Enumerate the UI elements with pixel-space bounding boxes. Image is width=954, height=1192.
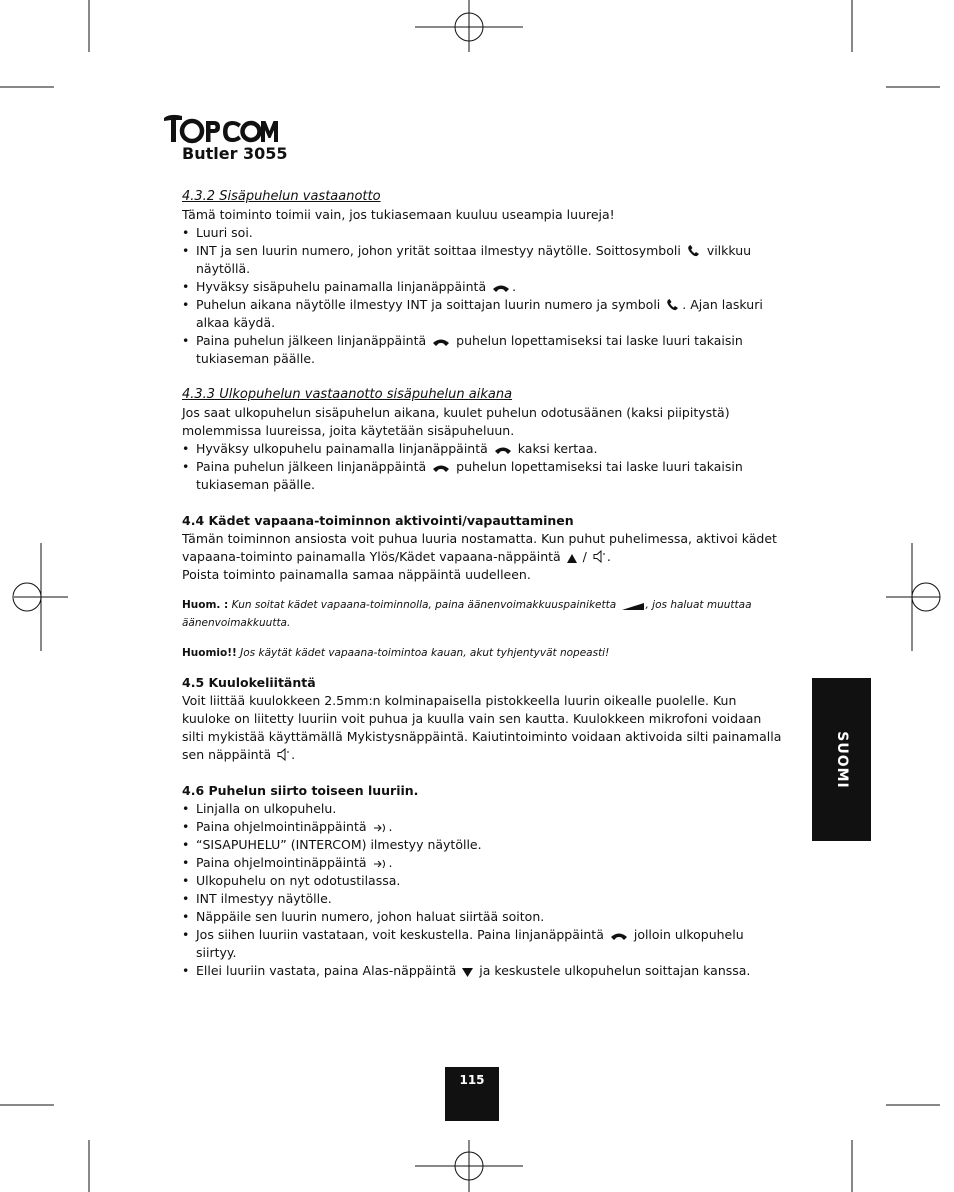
list-item: • Ulkopuhelu on nyt odotustilassa. [182, 872, 782, 890]
volume-icon [622, 603, 644, 610]
note: Huomio!! Jos käytät kädet vapaana-toimintoa kauan, akut tyhjentyvät nopeasti! [182, 647, 610, 659]
line-key-icon [610, 931, 628, 941]
list-item: • Puhelun aikana näytölle ilmestyy INT ja soittajan luurin numero ja symboli . Ajan laskuri alkaa käydä. [182, 296, 782, 332]
list-item: • Paina puhelun jälkeen linjanäppäintä puhelun lopettamiseksi tai laske luuri takaisin tukiaseman päälle. [182, 458, 782, 494]
language-tab-label: SUOMI [833, 730, 850, 789]
line-key-icon [494, 445, 512, 455]
paragraph: Voit liittää kuulokkeen 2.5mm:n kolminapaisella pistokkeella luurin oikealle puolelle. Kun kuuloke on liitetty luuriin voit puhua ja kuulla vain sen kautta. Kuulokkeen mikrofoni voidaan silti mykistää käyttämällä Mykistysnäppäintä. Kaiutintoiminto voidaan aktivoida silti painamalla sen näppäintä . [182, 693, 782, 762]
down-arrow-icon [462, 968, 473, 977]
product-model: Butler 3055 [182, 144, 288, 163]
line-key-icon [432, 337, 450, 347]
section-heading-4-5: 4.5 Kuulokeliitäntä [182, 675, 316, 690]
list-item: • Hyväksy sisäpuhelu painamalla linjanäppäintä . [182, 278, 782, 296]
bullet-list [182, 224, 782, 368]
bullet-list [182, 800, 782, 980]
list-item: • Ellei luuriin vastata, paina Alas-näppäintä ja keskustele ulkopuhelun soittajan kanssa. [182, 962, 782, 980]
page-number: 115 [445, 1067, 499, 1121]
topcom-logo [162, 112, 280, 146]
list-item: • Paina puhelun jälkeen linjanäppäintä puhelun lopettamiseksi tai laske luuri takaisin tukiaseman päälle. [182, 332, 782, 368]
line-key-icon [432, 463, 450, 473]
list-item: • INT ja sen luurin numero, johon yrität soittaa ilmestyy näytölle. Soittosymboli vilkkuu näytöllä. [182, 242, 782, 278]
section-heading-4-3-2: 4.3.2 Sisäpuhelun vastaanotto [182, 189, 381, 204]
speaker-icon [277, 748, 289, 761]
list-item: • Luuri soi. [182, 224, 782, 242]
bullet-list [182, 440, 782, 494]
list-item: • Linjalla on ulkopuhelu. [182, 800, 782, 818]
phone-ring-icon [666, 299, 680, 311]
note: Huom. : Kun soitat kädet vapaana-toiminnolla, paina äänenvoimakkuuspainiketta , jos haluat muuttaa äänenvoimakkuutta. [182, 599, 752, 629]
language-tab [812, 678, 871, 841]
list-item: • Näppäile sen luurin numero, johon haluat siirtää soiton. [182, 908, 782, 926]
list-item: • Paina ohjelmointinäppäintä . [182, 854, 782, 872]
section-heading-4-4: 4.4 Kädet vapaana-toiminnon aktivointi/vapauttaminen [182, 513, 574, 528]
line-key-icon [492, 283, 510, 293]
note-label: Huomio!! [182, 647, 237, 659]
paragraph: Jos saat ulkopuhelun sisäpuhelun aikana, kuulet puhelun odotusäänen (kaksi piipitystä) molemmissa luureissa, joita käytetään sisäpuheluun. [182, 405, 730, 438]
list-item: • “SISAPUHELU” (INTERCOM) ilmestyy näytölle. [182, 836, 782, 854]
list-item: • Hyväksy ulkopuhelu painamalla linjanäppäintä kaksi kertaa. [182, 440, 782, 458]
section-heading-4-6: 4.6 Puhelun siirto toiseen luuriin. [182, 783, 419, 798]
list-item: • Paina ohjelmointinäppäintä . [182, 818, 782, 836]
speaker-icon [593, 550, 605, 563]
main-content [182, 188, 782, 980]
paragraph: Poista toiminto painamalla samaa näppäintä uudelleen. [182, 567, 531, 582]
list-item: • Jos siihen luuriin vastataan, voit keskustella. Paina linjanäppäintä jolloin ulkopuhelu siirtyy. [182, 926, 782, 962]
paragraph: Tämän toiminnon ansiosta voit puhua luuria nostamatta. Kun puhut puhelimessa, aktivoi kädet vapaana-toiminto painamalla Ylös/Kädet vapaana-näppäintä / . [182, 531, 777, 564]
section-heading-4-3-3: 4.3.3 Ulkopuhelun vastaanotto sisäpuhelun aikana [182, 387, 513, 402]
program-key-icon [373, 859, 387, 869]
program-key-icon [373, 823, 387, 833]
up-arrow-icon [567, 554, 577, 563]
paragraph: Tämä toiminto toimii vain, jos tukiasemaan kuuluu useampia luureja! [182, 207, 615, 222]
phone-ring-icon [687, 245, 701, 257]
list-item: • INT ilmestyy näytölle. [182, 890, 782, 908]
note-label: Huom. : [182, 599, 229, 611]
